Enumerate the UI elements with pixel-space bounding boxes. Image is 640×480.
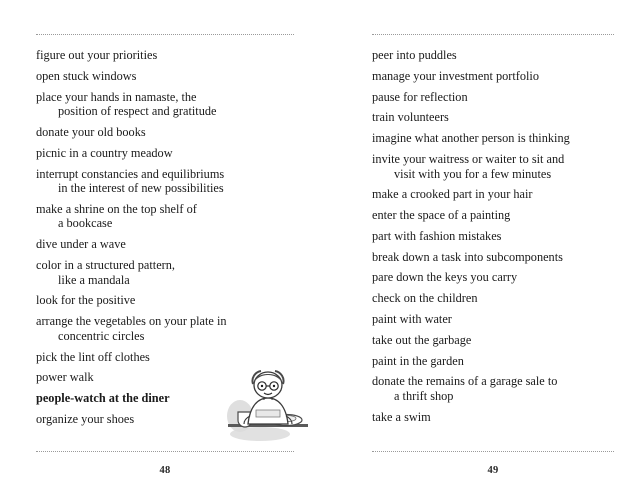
list-item-text: train volunteers <box>372 110 449 125</box>
list-item <box>372 312 614 327</box>
list-item <box>372 250 614 265</box>
list-item-text: look for the positive <box>36 293 136 308</box>
page-right-folio: 49 <box>487 465 499 476</box>
list-item-text: make a crooked part in your hair <box>372 187 533 202</box>
page-left-top-rule <box>36 34 294 35</box>
list-item <box>36 202 294 231</box>
list-item-text: pause for reflection <box>372 89 468 104</box>
list-item-text: place your hands in namaste, the <box>36 89 197 104</box>
list-item <box>372 90 614 105</box>
list-item-continuation: concentric circles <box>58 328 145 343</box>
list-item <box>372 48 614 63</box>
list-item <box>372 354 614 369</box>
list-item <box>36 293 294 308</box>
list-item-continuation: like a mandala <box>58 272 130 287</box>
list-item-text: enter the space of a painting <box>372 208 511 223</box>
list-item-text: imagine what another person is thinking <box>372 131 570 146</box>
list-item <box>372 187 614 202</box>
list-item-text: invite your waitress or waiter to sit and <box>372 151 565 166</box>
list-item-text: make a shrine on the top shelf of <box>36 201 197 216</box>
list-item-text: dive under a wave <box>36 237 126 252</box>
diner-person-drawing-icon <box>220 354 316 450</box>
list-item-text: part with fashion mistakes <box>372 228 502 243</box>
page-right-list <box>372 48 614 430</box>
list-item-text: paint in the garden <box>372 353 464 368</box>
list-item-continuation: a thrift shop <box>394 388 454 403</box>
list-item <box>36 258 294 287</box>
list-item <box>372 131 614 146</box>
list-item-text: take out the garbage <box>372 332 472 347</box>
list-item <box>36 314 294 343</box>
list-item-text: arrange the vegetables on your plate in <box>36 314 227 329</box>
page-right <box>320 0 640 480</box>
list-item-text: interrupt constancies and equilibriums <box>36 166 225 181</box>
list-item-text: people-watch at the diner <box>36 391 170 406</box>
page-left-bottom-rule <box>36 451 294 452</box>
list-item-continuation: a bookcase <box>58 216 113 231</box>
list-item-text: peer into puddles <box>372 48 457 62</box>
list-item-text: picnic in a country meadow <box>36 145 173 160</box>
list-item-text: paint with water <box>372 311 452 326</box>
list-item-text: check on the children <box>372 291 478 306</box>
page-right-bottom-rule <box>372 451 614 452</box>
list-item-text: open stuck windows <box>36 68 137 83</box>
list-item <box>36 167 294 196</box>
page-right-top-rule <box>372 34 614 35</box>
list-item-text: figure out your priorities <box>36 48 158 62</box>
list-item-text: color in a structured pattern, <box>36 258 175 273</box>
list-item <box>372 291 614 306</box>
list-item-text: pare down the keys you carry <box>372 270 518 285</box>
list-item-text: break down a task into subcomponents <box>372 249 563 264</box>
page-left-folio: 48 <box>159 465 171 476</box>
list-item <box>372 110 614 125</box>
list-item-text: donate the remains of a garage sale to <box>372 374 558 389</box>
list-item <box>372 374 614 403</box>
list-item-text: power walk <box>36 370 94 385</box>
list-item-continuation: visit with you for a few minutes <box>394 166 552 181</box>
list-item <box>36 125 294 140</box>
list-item <box>372 208 614 223</box>
list-item <box>372 69 614 84</box>
list-item-text: manage your investment portfolio <box>372 68 539 83</box>
list-item-text: organize your shoes <box>36 411 135 426</box>
list-item <box>372 333 614 348</box>
list-item <box>36 146 294 161</box>
list-item-continuation: in the interest of new possibilities <box>58 181 224 196</box>
list-item <box>36 90 294 119</box>
page-right-content <box>372 34 614 476</box>
list-item <box>372 410 614 425</box>
list-item-text: pick the lint off clothes <box>36 349 150 364</box>
list-item <box>372 270 614 285</box>
list-item <box>36 48 294 63</box>
list-item <box>36 69 294 84</box>
list-item <box>372 229 614 244</box>
list-item <box>372 152 614 181</box>
list-item-continuation: position of respect and gratitude <box>58 104 217 119</box>
list-item-text: donate your old books <box>36 124 146 139</box>
list-item-text: take a swim <box>372 409 431 424</box>
list-item <box>36 237 294 252</box>
